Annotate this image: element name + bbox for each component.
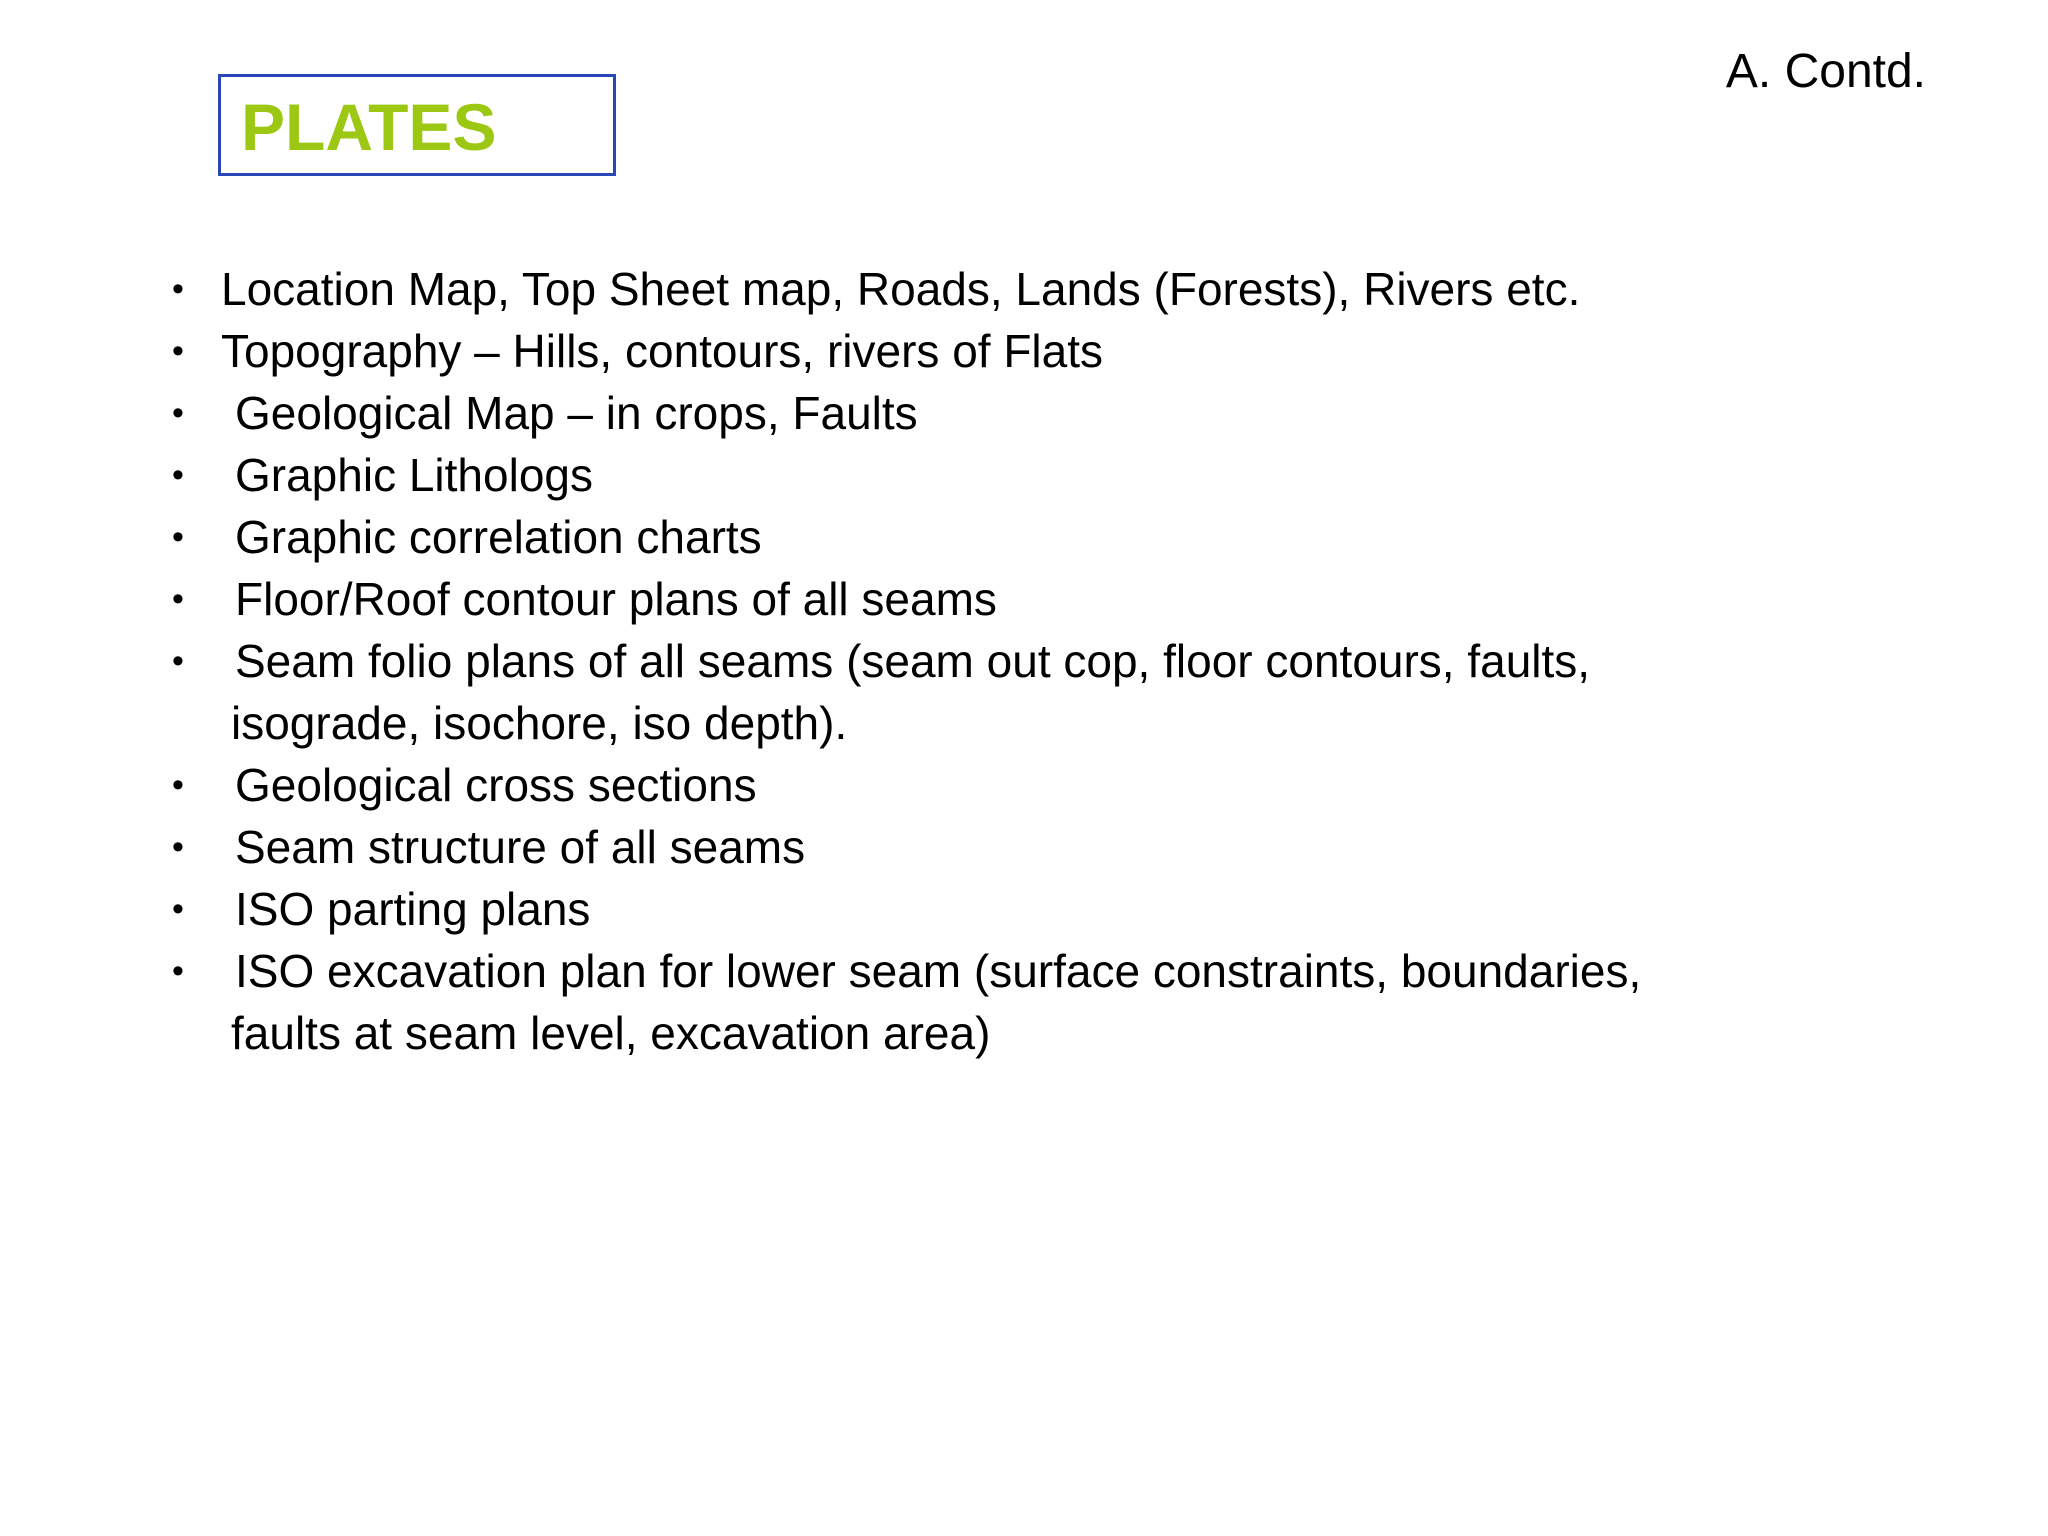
list-item bbox=[172, 878, 1912, 940]
bullet-list bbox=[172, 258, 1912, 1064]
list-item bbox=[172, 444, 1912, 506]
section-label: A. Contd. bbox=[1725, 45, 1926, 98]
list-item bbox=[172, 816, 1912, 878]
bullet-icon: • bbox=[172, 518, 184, 556]
bullet-icon: • bbox=[172, 580, 184, 618]
list-item-text: Graphic Lithologs bbox=[235, 449, 593, 501]
list-item bbox=[172, 568, 1912, 630]
list-item-text: Floor/Roof contour plans of all seams bbox=[235, 573, 997, 625]
bullet-icon: • bbox=[172, 642, 184, 680]
bullet-icon: • bbox=[172, 766, 184, 804]
list-item-text: ISO excavation plan for lower seam (surface constraints, boundaries, bbox=[235, 945, 1642, 997]
list-item bbox=[172, 754, 1912, 816]
list-item-text: ISO parting plans bbox=[235, 883, 591, 935]
list-item-text: Geological cross sections bbox=[235, 759, 757, 811]
list-item bbox=[172, 630, 1912, 754]
bullet-icon: • bbox=[172, 394, 184, 432]
slide-title: PLATES bbox=[241, 90, 497, 164]
list-item bbox=[172, 382, 1912, 444]
list-item-text: Seam structure of all seams bbox=[235, 821, 806, 873]
list-item bbox=[172, 320, 1912, 382]
bullet-icon: • bbox=[172, 332, 184, 370]
bullet-icon: • bbox=[172, 828, 184, 866]
list-item-continuation: isograde, isochore, iso depth). bbox=[231, 697, 848, 749]
bullet-icon: • bbox=[172, 456, 184, 494]
list-item bbox=[172, 506, 1912, 568]
title-box bbox=[218, 74, 616, 176]
bullet-icon: • bbox=[172, 952, 184, 990]
list-item bbox=[172, 940, 1912, 1064]
bullet-icon: • bbox=[172, 890, 184, 928]
list-item-text: Graphic correlation charts bbox=[235, 511, 762, 563]
list-item-text: Geological Map – in crops, Faults bbox=[235, 387, 918, 439]
list-item-text: Seam folio plans of all seams (seam out cop, floor contours, faults, bbox=[235, 635, 1591, 687]
list-item-continuation: faults at seam level, excavation area) bbox=[231, 1007, 991, 1059]
list-item-text: Topography – Hills, contours, rivers of Flats bbox=[221, 325, 1104, 377]
list-item-text: Location Map, Top Sheet map, Roads, Lands (Forests), Rivers etc. bbox=[221, 263, 1581, 315]
bullet-icon: • bbox=[172, 270, 184, 308]
list-item bbox=[172, 258, 1912, 320]
